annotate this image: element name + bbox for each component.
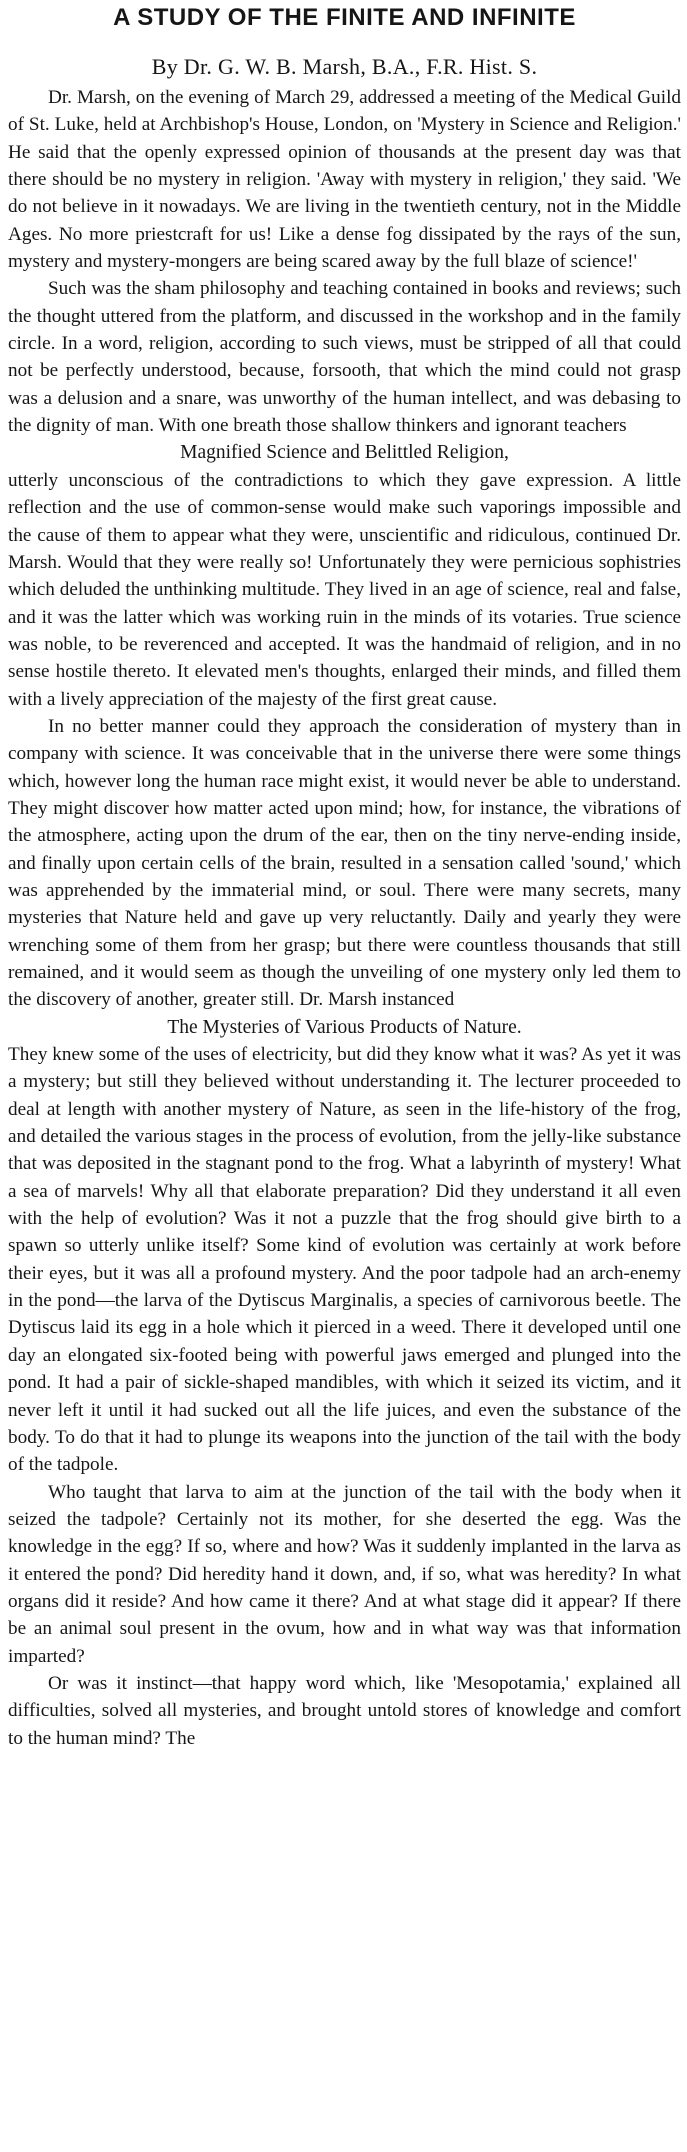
paragraph-5: They knew some of the uses of electricity, but did they know what it was? As yet it was a mystery; but still they believed without understanding it. The lecturer proceeded to deal at length with another mystery of Nature, as seen in the life-history of the frog, and detailed the various stages in the process of evolution, from the jelly-like substance that was deposited in the stagnant pond to the frog. What a labyrinth of mystery! What a sea of marvels! Why all that elaborate preparation? Did they understand it all even with the help of evolution? Was it not a puzzle that the frog should give birth to a spawn so utterly unlike itself? Some kind of evolution was certainly at work before their eyes, but it was all a profound mystery. And the poor tadpole had an arch-enemy in the pond—the larva of the Dytiscus Marginalis, a species of carnivorous beetle. The Dytiscus laid its egg in a hole which it pierced in a weed. There it developed until one day an elongated six-footed being with powerful jaws emerged and plunged into the pond. It had a pair of sickle-shaped mandibles, with which it seized its victim, and it never left it until it had sucked out all the life juices, and even the substance of the body. To do that it had to plunge its weapons into the junction of the tail with the body of the tadpole. (8, 1044, 681, 1476)
paragraph-7: Or was it instinct—that happy word which, like 'Mesopotamia,' explained all difficulties, solved all mysteries, and brought untold stores of knowledge and comfort to the human mind? The (8, 1672, 681, 1749)
subheading-2: The Mysteries of Various Products of Nature. (167, 1016, 522, 1038)
paragraph-1: Dr. Marsh, on the evening of March 29, addressed a meeting of the Medical Guild of St. Luke, held at Archbishop's House, London, on 'Mystery in Science and Religion.' He said that the openly expressed opinion of thousands at the present day was that there should be no mystery in religion. 'Away with mystery in religion,' they said. 'We do not believe in it nowadays. We are living in the twentieth century, not in the Middle Ages. No more priestcraft for us! Like a dense fog dissipated by the rays of the sun, mystery and mystery-mongers are being scared away by the full blaze of science!' (8, 87, 681, 273)
subheading-1: Magnified Science and Belittled Religion, (180, 442, 509, 464)
paragraph-6: Who taught that larva to aim at the junction of the tail with the body when it seized the tadpole? Certainly not its mother, for she deserted the egg. Was the knowledge in the egg? If so, where and how? Was it suddenly implanted in the larva as it entered the pond? Did heredity hand it down, and, if so, what was heredity? In what organs did it reside? And how came it there? And at what stage did it appear? If there be an animal soul present in the ovum, how and in what way was that information imparted? (8, 1481, 681, 1667)
article-headline: A STUDY OF THE FINITE AND INFINITE (113, 4, 576, 31)
paragraph-2: Such was the sham philosophy and teaching contained in books and reviews; such the thought uttered from the platform, and discussed in the workshop and in the family circle. In a word, religion, according to such views, must be stripped of all that could not be perfectly understood, because, forsooth, that which the mind could not grasp was a delusion and a snare, was unworthy of the human intellect, and was debasing to the dignity of man. With one breath those shallow thinkers and ignorant teachers (8, 278, 681, 437)
paragraph-4: In no better manner could they approach the consideration of mystery than in company with science. It was conceivable that in the universe there were some things which, however long the human race might exist, it would never be able to understand. They might discover how matter acted upon mind; how, for instance, the vibrations of the atmosphere, acting upon the drum of the ear, then on the tiny nerve-ending inside, and finally upon certain cells of the brain, resulted in a sensation called 'sound,' which was apprehended by the immaterial mind, or soul. There were many secrets, many mysteries that Nature held and gave up very reluctantly. Daily and yearly they were wrenching some of them from her grasp; but there were countless thousands that still remained, and it would seem as though the unveiling of one mystery only led them to the discovery of another, greater still. Dr. Marsh instanced (8, 715, 681, 1011)
article-body (8, 84, 681, 1752)
paragraph-3: utterly unconscious of the contradictions to which they gave expression. A little reflection and the use of common-sense would make such vaporings impossible and the cause of them to appear what they were, unscientific and ridiculous, continued Dr. Marsh. Would that they were really so! Unfortunately they were pernicious sophistries which deluded the unthinking multitude. They lived in an age of science, real and false, and it was the latter which was working ruin in the minds of its votaries. True science was noble, to be reverenced and accepted. It was the handmaid of religion, and in no sense hostile thereto. It elevated men's thoughts, enlarged their minds, and filled them with a lively appreciation of the majesty of the first great cause. (8, 469, 681, 710)
article-byline: By Dr. G. W. B. Marsh, B.A., F.R. Hist. S. (151, 54, 538, 79)
